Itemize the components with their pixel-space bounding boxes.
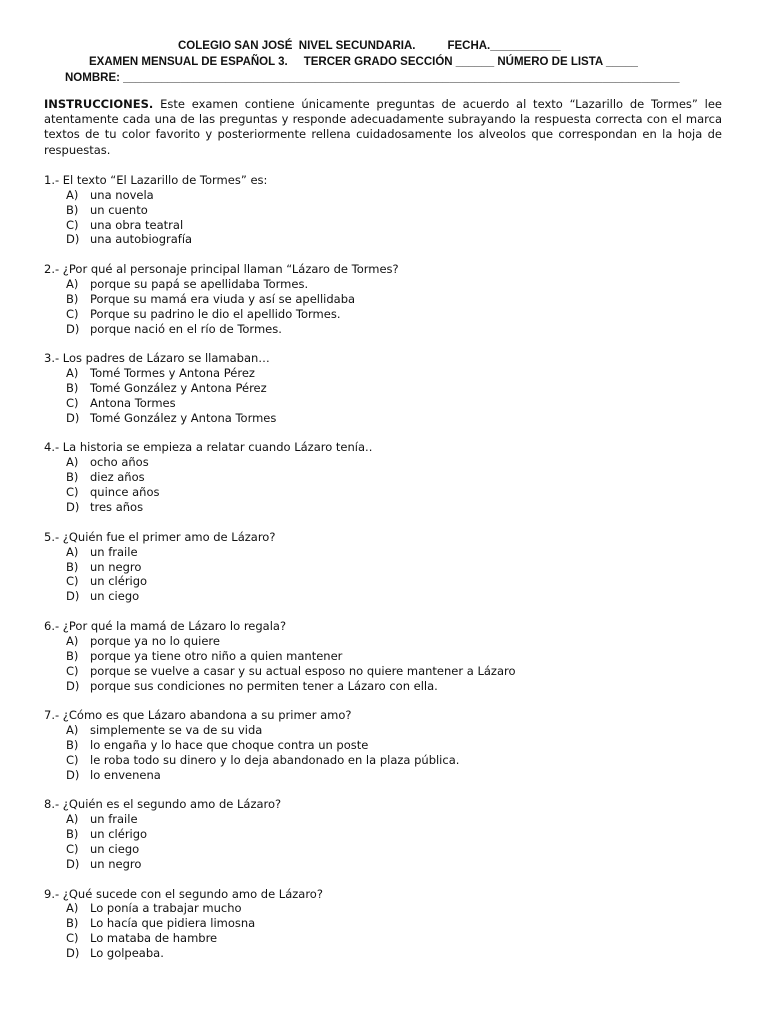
option-text: un fraile <box>90 544 138 559</box>
option-text: un fraile <box>90 812 138 827</box>
answer-option <box>44 589 722 604</box>
answer-option <box>44 664 722 679</box>
option-text: porque se vuelve a casar y su actual esposo no quiere mantener a Lázaro <box>90 663 516 678</box>
question-text: 2.- ¿Por qué al personaje principal llaman “Lázaro de Tormes? <box>44 262 399 277</box>
question-7 <box>44 708 722 783</box>
question-9 <box>44 887 722 962</box>
answer-option <box>44 842 722 857</box>
option-letter: D) <box>66 500 80 515</box>
option-letter: D) <box>66 232 80 247</box>
option-letter: C) <box>66 217 79 232</box>
option-text: tres años <box>90 500 144 515</box>
answer-option <box>44 901 722 916</box>
option-letter: C) <box>66 306 79 321</box>
exam-header <box>44 38 722 86</box>
question-text: 5.- ¿Quién fue el primer amo de Lázaro? <box>44 529 276 544</box>
option-letter: B) <box>66 202 79 217</box>
answer-option <box>44 500 722 515</box>
option-text: un negro <box>90 559 142 574</box>
option-letter: C) <box>66 842 79 857</box>
option-letter: B) <box>66 381 79 396</box>
answer-option <box>44 292 722 307</box>
answer-option <box>44 649 722 664</box>
answer-option <box>44 753 722 768</box>
option-text: un ciego <box>90 589 140 604</box>
option-text: Tomé Tormes y Antona Pérez <box>90 366 255 381</box>
question-3 <box>44 351 722 426</box>
answer-option <box>44 679 722 694</box>
option-letter: B) <box>66 648 79 663</box>
option-letter: A) <box>66 633 79 648</box>
answer-option <box>44 396 722 411</box>
option-text: ocho años <box>90 455 149 470</box>
option-letter: D) <box>66 410 80 425</box>
answer-option <box>44 768 722 783</box>
instructions-text: Este examen contiene únicamente preguntas de acuerdo al texto “Lazarillo de Tormes” lee atentamente cada una de las preguntas y responde adecuadamente subrayando la respuesta correcta con el marca textos de tu color favorito y posteriormente rellena cuidadosamente los alveolos que correspondan en la hoja de respuestas. <box>44 97 722 157</box>
option-text: Tomé González y Antona Tormes <box>90 410 277 425</box>
option-letter: A) <box>66 366 79 381</box>
option-letter: A) <box>66 276 79 291</box>
option-text: un cuento <box>90 202 148 217</box>
option-letter: C) <box>66 931 79 946</box>
option-text: porque sus condiciones no permiten tener a Lázaro con ella. <box>90 678 438 693</box>
option-letter: A) <box>66 187 79 202</box>
question-text: 6.- ¿Por qué la mamá de Lázaro lo regala? <box>44 618 287 633</box>
question-text: 1.- El texto “El Lazarillo de Tormes” es: <box>44 172 268 187</box>
option-letter: B) <box>66 827 79 842</box>
option-text: una novela <box>90 187 154 202</box>
header-name-line: NOMBRE: _______________________________________________________________________________________ <box>65 72 680 84</box>
option-letter: C) <box>66 752 79 767</box>
option-text: lo envenena <box>90 767 161 782</box>
answer-option <box>44 857 722 872</box>
answer-option <box>44 485 722 500</box>
option-text: quince años <box>90 485 160 500</box>
option-letter: C) <box>66 395 79 410</box>
option-letter: C) <box>66 663 79 678</box>
answer-option <box>44 574 722 589</box>
option-letter: D) <box>66 856 80 871</box>
question-text: 8.- ¿Quién es el segundo amo de Lázaro? <box>44 797 282 812</box>
answer-option <box>44 545 722 560</box>
question-text: 7.- ¿Cómo es que Lázaro abandona a su primer amo? <box>44 708 352 723</box>
option-letter: B) <box>66 291 79 306</box>
option-letter: A) <box>66 723 79 738</box>
answer-option <box>44 931 722 946</box>
option-text: un clérigo <box>90 574 148 589</box>
option-letter: C) <box>66 485 79 500</box>
answer-option <box>44 307 722 322</box>
option-letter: A) <box>66 812 79 827</box>
header-school-date: COLEGIO SAN JOSÉ NIVEL SECUNDARIA. FECHA.___________ <box>178 40 561 52</box>
answer-option <box>44 634 722 649</box>
option-text: porque su papá se apellidaba Tormes. <box>90 276 309 291</box>
instructions-label: INSTRUCCIONES. <box>44 97 154 111</box>
answer-option <box>44 738 722 753</box>
option-text: Lo mataba de hambre <box>90 931 218 946</box>
answer-option <box>44 455 722 470</box>
option-text: una obra teatral <box>90 217 184 232</box>
answer-option <box>44 232 722 247</box>
option-text: porque ya tiene otro niño a quien mantener <box>90 648 343 663</box>
option-letter: A) <box>66 455 79 470</box>
option-text: Porque su mamá era viuda y así se apellidaba <box>90 291 356 306</box>
option-text: Antona Tormes <box>90 395 176 410</box>
option-letter: D) <box>66 321 80 336</box>
option-text: simplemente se va de su vida <box>90 723 263 738</box>
answer-option <box>44 916 722 931</box>
question-6 <box>44 619 722 694</box>
question-4 <box>44 440 722 515</box>
question-text: 3.- Los padres de Lázaro se llamaban… <box>44 351 270 366</box>
option-text: Porque su padrino le dio el apellido Tormes. <box>90 306 341 321</box>
question-8 <box>44 797 722 872</box>
answer-option <box>44 560 722 575</box>
option-text: Lo golpeaba. <box>90 946 164 961</box>
option-text: Lo hacía que pidiera limosna <box>90 916 256 931</box>
option-text: una autobiografía <box>90 232 193 247</box>
option-text: porque ya no lo quiere <box>90 633 220 648</box>
answer-option <box>44 322 722 337</box>
question-1 <box>44 173 722 248</box>
option-text: Tomé González y Antona Pérez <box>90 381 267 396</box>
answer-option <box>44 946 722 961</box>
option-letter: D) <box>66 946 80 961</box>
option-text: porque nació en el río de Tormes. <box>90 321 282 336</box>
answer-option <box>44 723 722 738</box>
option-letter: D) <box>66 589 80 604</box>
answer-option <box>44 188 722 203</box>
answer-option <box>44 277 722 292</box>
option-letter: B) <box>66 559 79 574</box>
question-2 <box>44 262 722 337</box>
option-letter: B) <box>66 737 79 752</box>
option-letter: B) <box>66 470 79 485</box>
header-exam-title: EXAMEN MENSUAL DE ESPAÑOL 3. TERCER GRADO SECCIÓN ______ NÚMERO DE LISTA _____ <box>89 56 638 68</box>
option-letter: D) <box>66 767 80 782</box>
answer-option <box>44 381 722 396</box>
question-text: 9.- ¿Qué sucede con el segundo amo de Lázaro? <box>44 886 323 901</box>
option-text: un negro <box>90 856 142 871</box>
option-text: Lo ponía a trabajar mucho <box>90 901 242 916</box>
answer-option <box>44 470 722 485</box>
answer-option <box>44 203 722 218</box>
answer-option <box>44 827 722 842</box>
option-letter: A) <box>66 544 79 559</box>
option-letter: A) <box>66 901 79 916</box>
option-letter: D) <box>66 678 80 693</box>
question-text: 4.- La historia se empieza a relatar cuando Lázaro tenía.. <box>44 440 373 455</box>
option-letter: C) <box>66 574 79 589</box>
option-text: le roba todo su dinero y lo deja abandonado en la plaza pública. <box>90 752 460 767</box>
question-5 <box>44 530 722 605</box>
answer-option <box>44 411 722 426</box>
instructions-paragraph <box>44 97 722 158</box>
option-letter: B) <box>66 916 79 931</box>
answer-option <box>44 366 722 381</box>
option-text: un clérigo <box>90 827 148 842</box>
question-list <box>44 173 722 961</box>
answer-option <box>44 812 722 827</box>
option-text: diez años <box>90 470 145 485</box>
option-text: un ciego <box>90 842 140 857</box>
option-text: lo engaña y lo hace que choque contra un poste <box>90 737 369 752</box>
answer-option <box>44 218 722 233</box>
exam-page <box>44 38 722 976</box>
